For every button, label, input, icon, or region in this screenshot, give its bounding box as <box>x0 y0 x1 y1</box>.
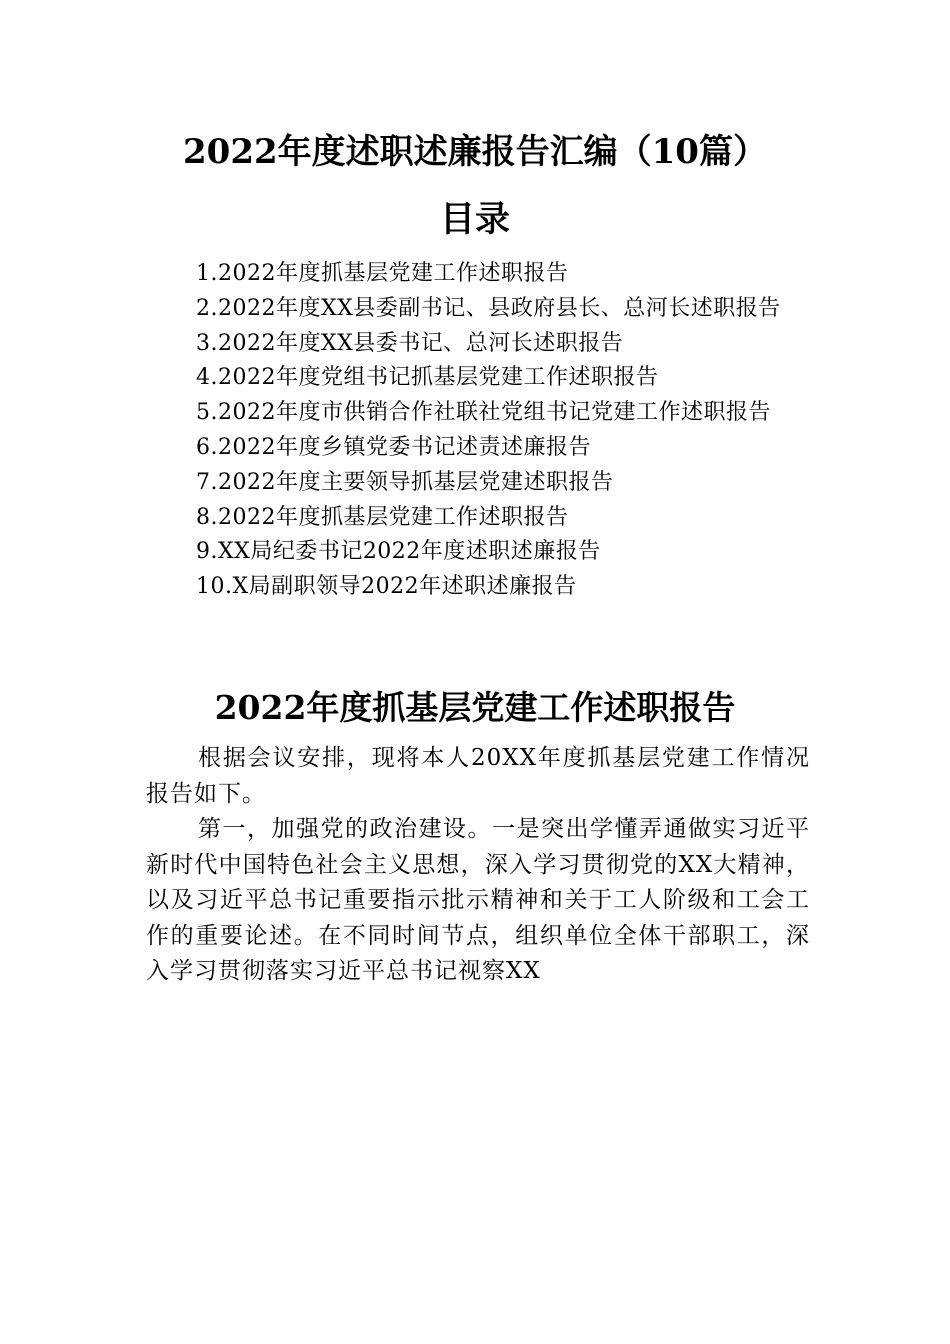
body-paragraph: 根据会议安排，现将本人20XX年度抓基层党建工作情况报告如下。 <box>146 745 810 807</box>
toc-item: 6.2022年度乡镇党委书记述责述廉报告 <box>196 434 591 460</box>
toc-heading: 目录 <box>439 199 510 240</box>
toc-item: 8.2022年度抓基层党建工作述职报告 <box>196 504 569 530</box>
section-body <box>146 741 810 990</box>
toc-item: 2.2022年度XX县委副书记、县政府县长、总河长述职报告 <box>196 295 781 321</box>
table-of-contents <box>146 257 810 605</box>
document-title: 2022年度述职述廉报告汇编（10篇） <box>183 132 767 172</box>
toc-item: 1.2022年度抓基层党建工作述职报告 <box>196 261 569 286</box>
body-paragraph: 第一，加强党的政治建设。一是突出学懂弄通做实习近平新时代中国特色社会主义思想，深入学习贯彻党的XX大精神，以及习近平总书记重要指示批示精神和关于工人阶级和工会工作的重要论述。在不同时间节点，组织单位全体干部职工，深入学习贯彻落实习近平总书记视察XX <box>146 816 810 984</box>
toc-item: 3.2022年度XX县委书记、总河长述职报告 <box>196 330 624 356</box>
toc-item: 4.2022年度党组书记抓基层党建工作述职报告 <box>196 365 659 391</box>
section-title: 2022年度抓基层党建工作述职报告 <box>214 688 736 727</box>
toc-item: 5.2022年度市供销合作社联社党组书记党建工作述职报告 <box>196 400 771 426</box>
toc-item: 9.XX局纪委书记2022年度述职述廉报告 <box>196 539 601 565</box>
toc-item: 7.2022年度主要领导抓基层党建述职报告 <box>196 469 614 495</box>
toc-item: 10.X局副职领导2022年述职述廉报告 <box>196 574 577 600</box>
